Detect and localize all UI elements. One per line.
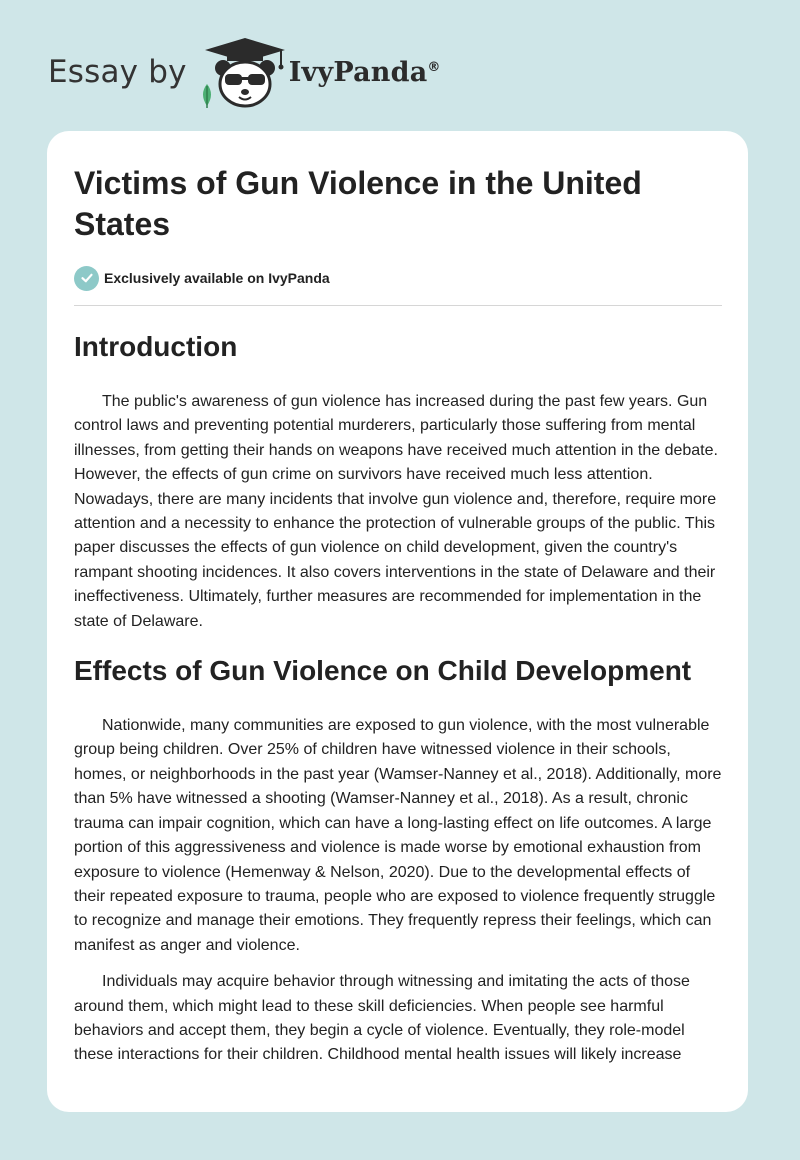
registered-mark: ®: [427, 59, 441, 75]
panda-graduate-icon: [197, 34, 293, 110]
check-circle-icon: [74, 266, 99, 291]
divider: [74, 305, 722, 306]
section-heading-effects: Effects of Gun Violence on Child Development: [74, 655, 692, 687]
badge-text: Exclusively available on IvyPanda: [104, 270, 330, 286]
paragraph: Individuals may acquire behavior through witnessing and imitating the acts of those around them, which might lead to these skill deficiencies. When people see harmful behaviors and accept them, they begin a cycle of violence. Eventually, they role-model these interactions for their children. Childhood mental health issues will likely increase: [74, 973, 690, 1064]
page-title: Victims of Gun Violence in the United States: [74, 165, 642, 242]
paragraph: Nationwide, many communities are exposed to gun violence, with the most vulnerable group being children. Over 25% of children have witnessed violence in their schools, homes, or neighborhoods in the past year (Wamser-Nanney et al., 2018). Additionally, more than 5% have witnessed a shooting (Wamser-Nanney et al., 2018). As a result, chronic trauma can impair cognition, which can have a long-lasting effect on life outcomes. A large portion of this aggressiveness and violence is made worse by emotional exhaustion from exposure to violence (Hemenway & Nelson, 2020). Due to the developmental effects of their repeated exposure to trauma, people who are exposed to violence frequently struggle to recognize and manage their emotions. They frequently repress their feelings, which can manifest as anger and violence.: [74, 717, 722, 954]
paragraph: The public's awareness of gun violence has increased during the past few years. Gun control laws and preventing potential murderers, particularly those suffering from mental illnesses, from getting their hands on weapons have received much attention in the debate. However, the effects of gun crime on survivors have received much less attention. Nowadays, there are many incidents that involve gun violence and, therefore, require more attention and a necessity to enhance the protection of vulnerable groups of the public. This paper discusses the effects of gun violence on child development, given the country's rampant shooting incidences. It also covers interventions in the state of Delaware and their ineffectiveness. Ultimately, further measures are recommended for implementation in the state of Delaware.: [74, 393, 718, 630]
section-heading-introduction: Introduction: [74, 331, 238, 362]
brand-prefix: Essay by: [48, 54, 187, 90]
brand-name: IvyPanda®: [288, 56, 441, 88]
exclusive-badge: [74, 265, 722, 291]
essay-card: [47, 131, 748, 1112]
brand-header: [48, 34, 441, 110]
